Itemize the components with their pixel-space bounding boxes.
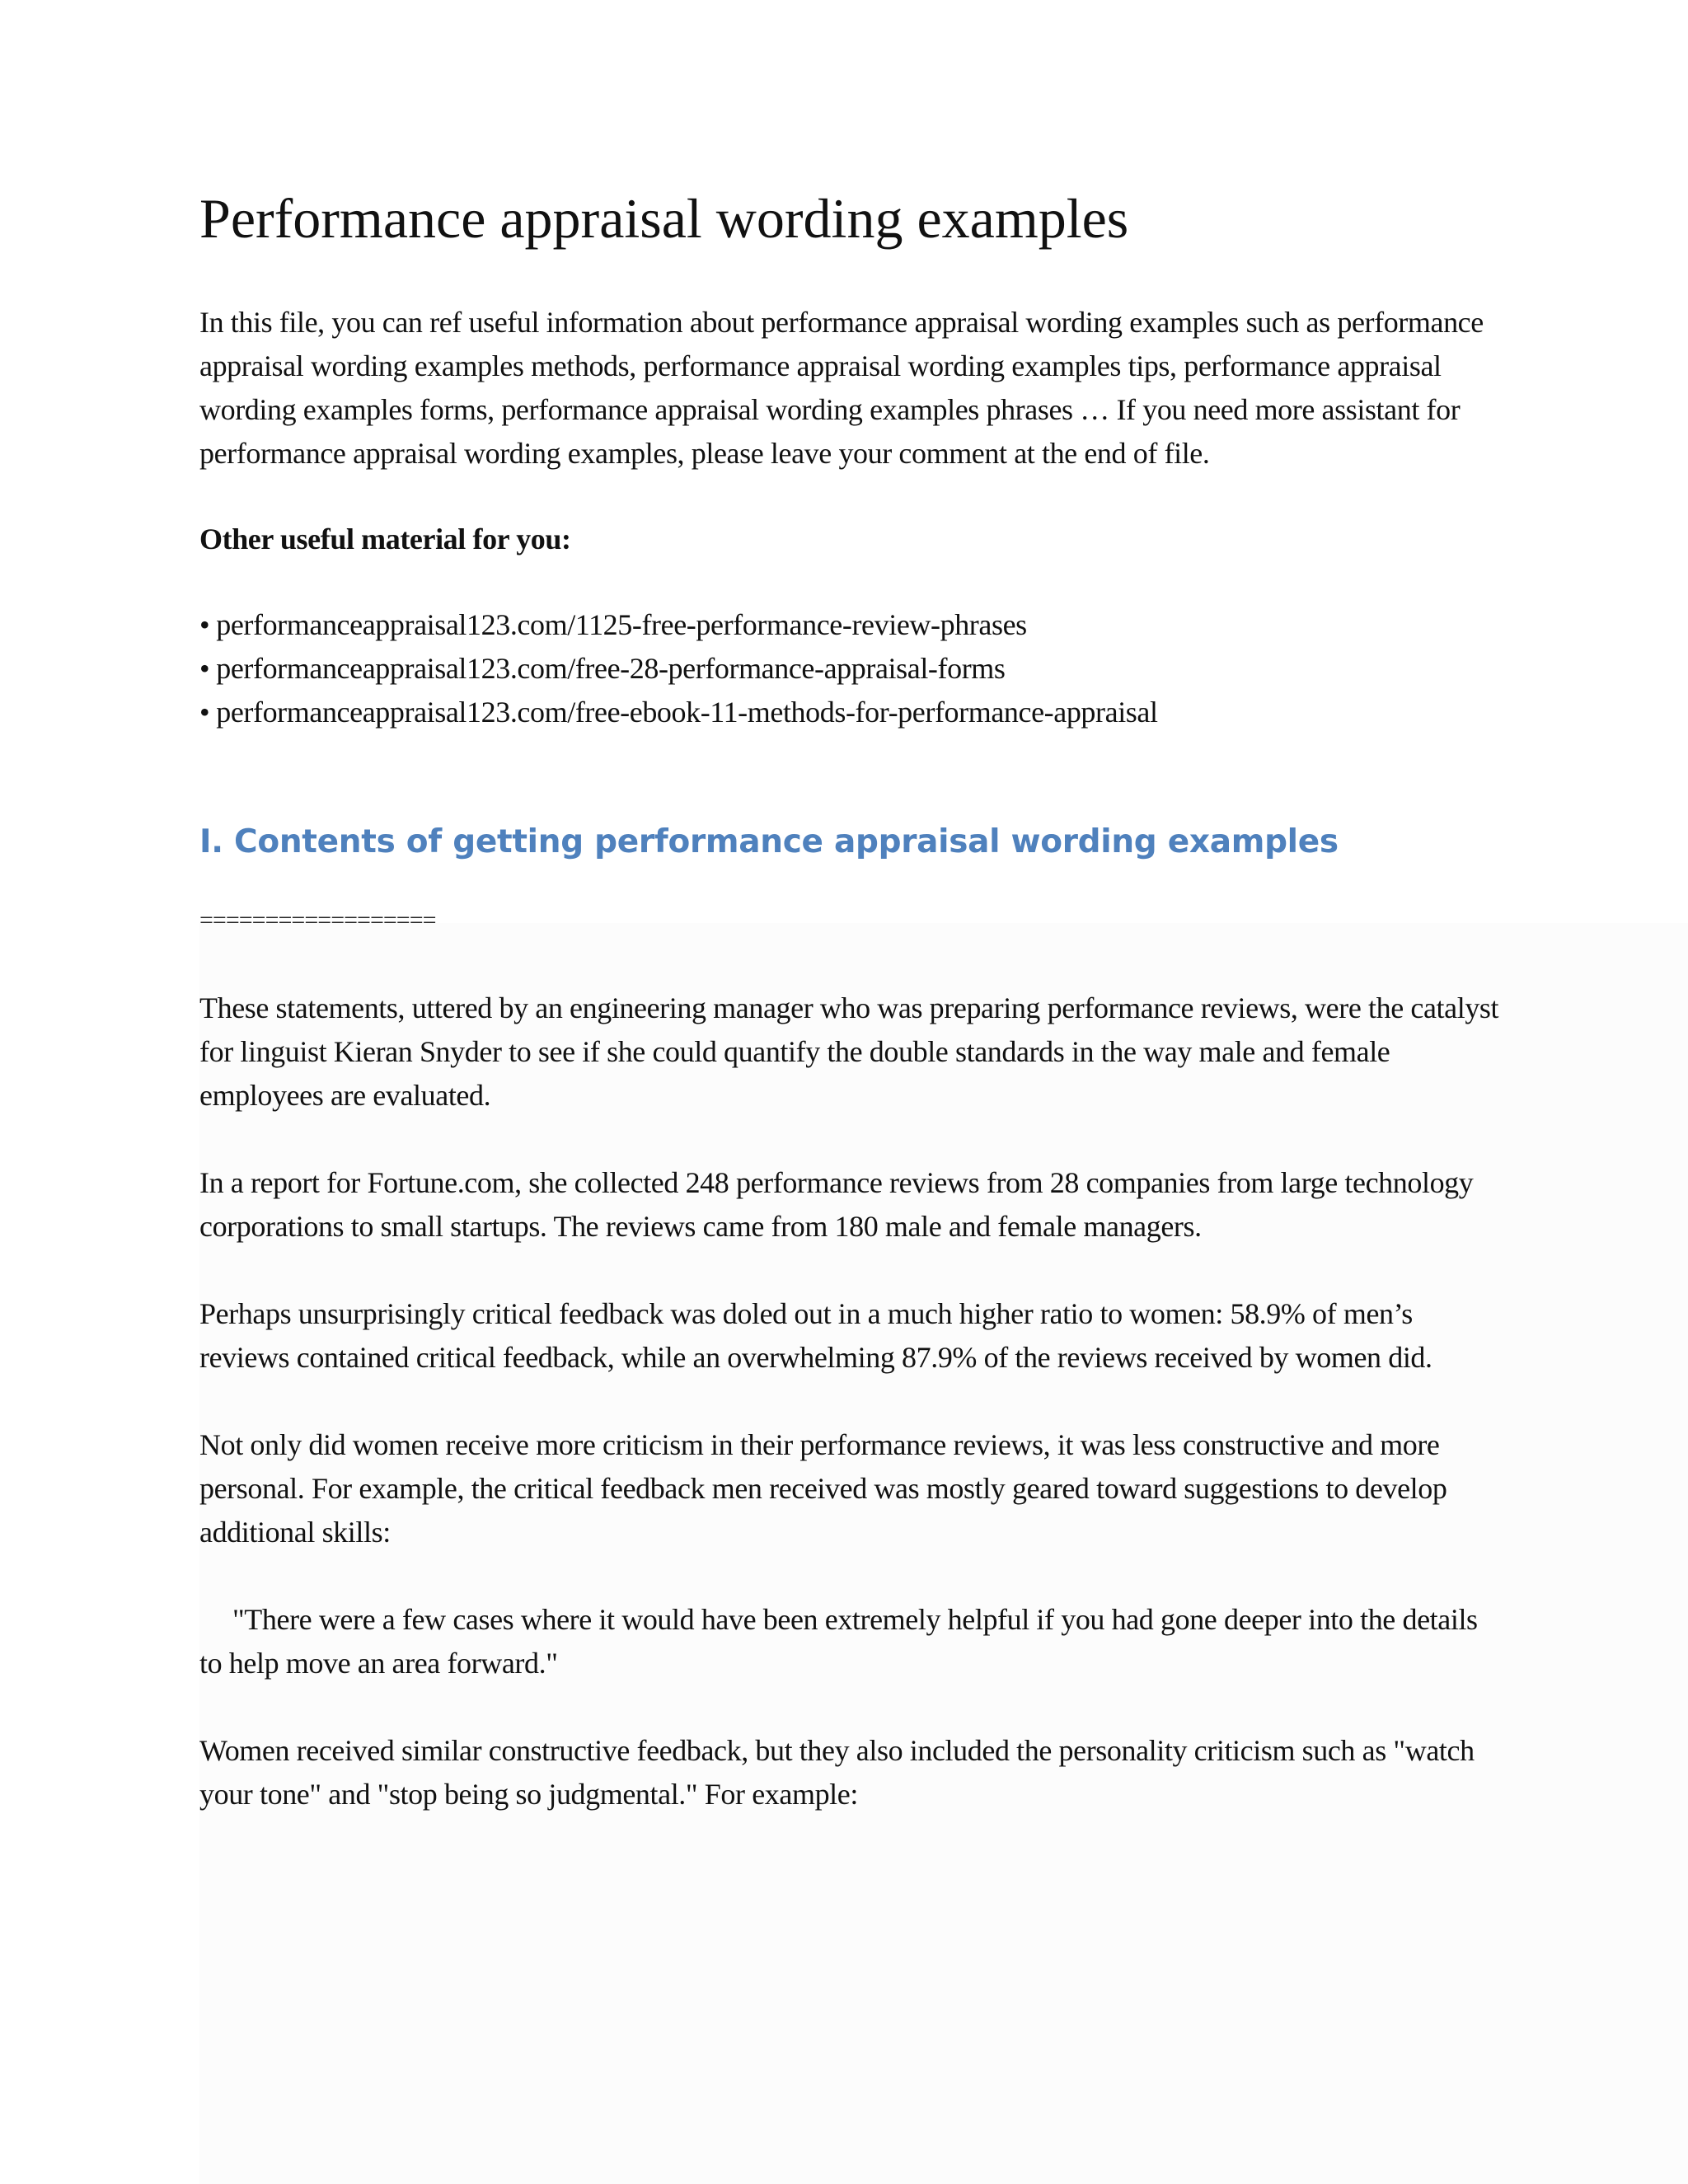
bullet-icon: • xyxy=(199,607,210,641)
useful-link-text[interactable]: performanceappraisal123.com/1125-free-performance-review-phrases xyxy=(216,607,1027,641)
intro-paragraph: In this file, you can ref useful information about performance appraisal wording examples such as performance appraisal wording examples methods, performance appraisal wording examples tips, performance appraisal wording examples forms, performance appraisal wording examples phrases … If you need more assistant for performance appraisal wording examples, please leave your comment at the end of file. xyxy=(199,305,1484,470)
useful-link-item[interactable] xyxy=(199,647,1502,691)
body-paragraph: In a report for Fortune.com, she collected 248 performance reviews from 28 companies from large technology corporations to small startups. The reviews came from 180 male and female managers. xyxy=(199,1166,1474,1244)
bullet-icon: • xyxy=(199,651,210,685)
useful-link-text[interactable]: performanceappraisal123.com/free-28-performance-appraisal-forms xyxy=(216,651,1006,685)
body-paragraph: Not only did women receive more criticism in their performance reviews, it was less constructive and more personal. For example, the critical feedback men received was mostly geared toward suggestions to develop additional skills: xyxy=(199,1428,1447,1549)
divider-line: ================== xyxy=(199,907,436,935)
body-paragraph: Perhaps unsurprisingly critical feedback was doled out in a much higher ratio to women: 58.9% of men’s reviews contained critical feedback, while an overwhelming 87.9% of the reviews received by women did. xyxy=(199,1297,1432,1375)
useful-link-text[interactable]: performanceappraisal123.com/free-ebook-11-methods-for-performance-appraisal xyxy=(216,695,1158,729)
useful-link-item[interactable] xyxy=(199,691,1502,734)
document-content xyxy=(199,185,1502,1816)
body-paragraph: Women received similar constructive feedback, but they also included the personality criticism such as "watch your tone" and "stop being so judgmental." For example: xyxy=(199,1734,1475,1811)
bullet-icon: • xyxy=(199,695,210,729)
section-heading: I. Contents of getting performance appraisal wording examples xyxy=(199,823,1339,860)
other-material-heading: Other useful material for you: xyxy=(199,522,571,555)
useful-link-item[interactable] xyxy=(199,603,1502,647)
body-paragraph: These statements, uttered by an engineering manager who was preparing performance reviews, were the catalyst for linguist Kieran Snyder to see if she could quantify the double standards in the way male and female employees are evaluated. xyxy=(199,991,1499,1113)
useful-links-list xyxy=(199,603,1502,734)
quote-paragraph: "There were a few cases where it would have been extremely helpful if you had gone deeper into the details to help move an area forward." xyxy=(199,1603,1478,1680)
document-title: Performance appraisal wording examples xyxy=(199,187,1129,250)
